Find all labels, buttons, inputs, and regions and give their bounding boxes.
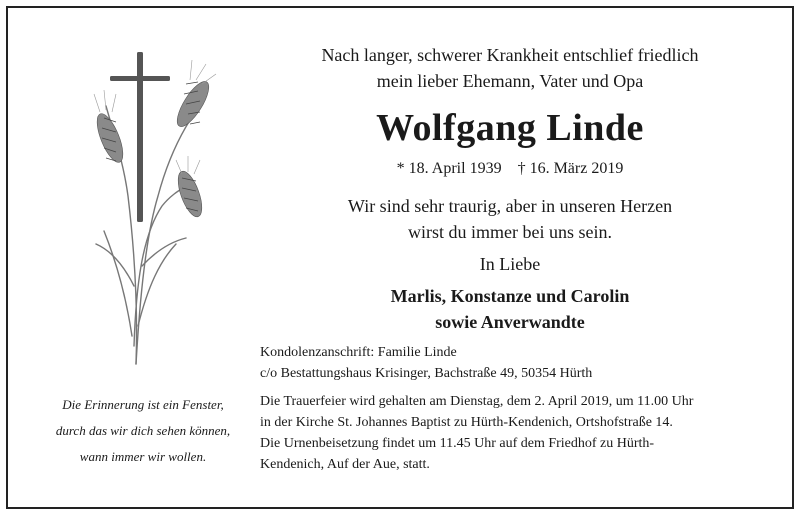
funeral-line: Die Urnenbeisetzung findet um 11.45 Uhr auf dem Friedhof zu Hürth- xyxy=(260,436,655,451)
cross-and-wheat-illustration xyxy=(86,46,236,376)
funeral-line: in der Kirche St. Johannes Baptist zu Hürth-Kendenich, Ortshofstraße 14. xyxy=(260,415,673,430)
intro-line: mein lieber Ehemann, Vater und Opa xyxy=(376,71,644,91)
life-dates xyxy=(270,160,750,178)
quote-line: Die Erinnerung ist ein Fenster, xyxy=(62,397,224,412)
memorial-quote xyxy=(38,392,248,470)
deceased-name: Wolfgang Linde xyxy=(376,107,644,149)
birth-date: * 18. April 1939 xyxy=(396,160,502,177)
funeral-details xyxy=(260,391,752,475)
condolence-address xyxy=(260,342,760,384)
intro-text xyxy=(270,42,750,94)
intro-line: Nach langer, schwerer Krankheit entschlief friedlich xyxy=(321,45,699,65)
family-line: sowie Anverwandte xyxy=(435,312,585,332)
address-line: Kondolenzanschrift: Familie Linde xyxy=(260,345,457,360)
quote-line: wann immer wir wollen. xyxy=(79,449,207,464)
mourning-message xyxy=(270,193,750,245)
family-line: Marlis, Konstanze und Carolin xyxy=(390,286,630,306)
death-date: † 16. März 2019 xyxy=(517,160,624,177)
message-line: wirst du immer bei uns sein. xyxy=(408,222,612,242)
message-line: Wir sind sehr traurig, aber in unseren Herzen xyxy=(347,196,673,216)
quote-line: durch das wir dich sehen können, xyxy=(55,423,231,438)
funeral-line: Die Trauerfeier wird gehalten am Dienstag, dem 2. April 2019, um 11.00 Uhr xyxy=(260,394,694,409)
address-line: c/o Bestattungshaus Krisinger, Bachstraße 49, 50354 Hürth xyxy=(260,366,593,381)
funeral-line: Kendenich, Auf der Aue, statt. xyxy=(260,457,430,472)
in-liebe-text: In Liebe xyxy=(479,254,541,274)
family-signature xyxy=(270,283,750,335)
